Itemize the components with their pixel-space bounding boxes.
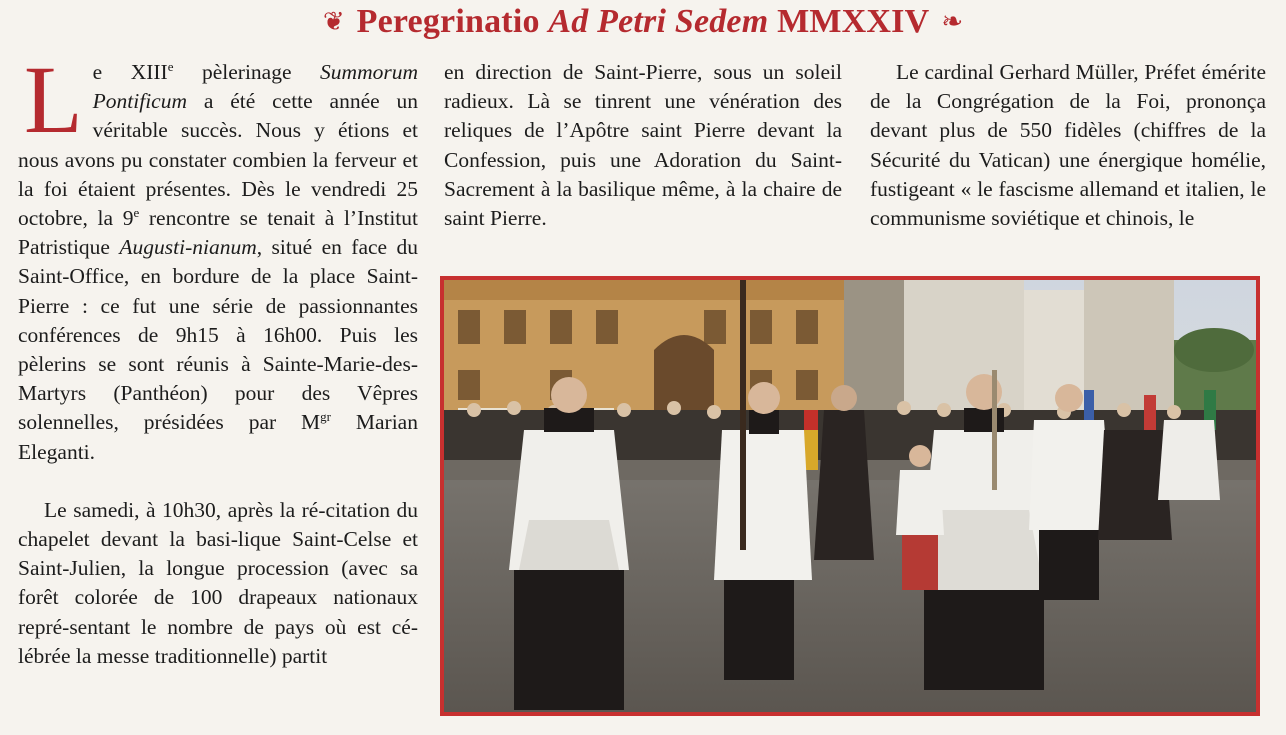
procession-illustration bbox=[444, 280, 1256, 712]
page-header bbox=[0, 2, 1286, 42]
article-column-2 bbox=[444, 58, 842, 233]
superscript: e bbox=[167, 58, 174, 74]
text-run: Marian Eleganti. bbox=[18, 410, 418, 464]
superscript: e bbox=[133, 204, 140, 220]
text-run: pèlerinage bbox=[173, 60, 321, 84]
title-part-3: MMXXIV bbox=[768, 3, 930, 40]
ornament-left-icon: ❦ bbox=[322, 7, 345, 36]
procession-photo bbox=[440, 276, 1260, 716]
title-part-2: Ad Petri Sedem bbox=[548, 3, 769, 40]
article-column-1 bbox=[18, 46, 418, 671]
article-column-3 bbox=[870, 58, 1266, 233]
text-run: e XIII bbox=[92, 60, 168, 84]
italic-run: Augusti-nianum bbox=[119, 235, 257, 260]
paragraph-3: en direction de Saint-Pierre, sous un soleil radieux. Là se tinrent une vénération des reliques de l’Apôtre saint Pierre devant la Confession, puis une Adoration du Saint-Sacrement à la basilique même, à la chaire de saint Pierre. bbox=[444, 60, 842, 231]
paragraph-2: Le samedi, à 10h30, après la ré-citation du chapelet devant la basi-lique Saint-Celse et Saint-Julien, la longue procession (avec sa forêt colorée de 100 drapeaux nationaux repré-sentant le nombre de pays où est cé-lébrée la messe traditionnelle) partit bbox=[18, 497, 418, 668]
drop-cap: L bbox=[24, 46, 83, 153]
paragraph-4: Le cardinal Gerhard Müller, Préfet émérite de la Congrégation de la Foi, prononça devant plus de 550 fidèles (chiffres de la Sécurité du Vatican) une énergique homélie, fustigeant « le fascisme allemand et italien, le communisme soviétique et chinois, le bbox=[870, 60, 1266, 231]
page-title bbox=[357, 3, 930, 41]
superscript: gr bbox=[320, 409, 331, 425]
text-run: rencontre se tenait à l’Institut Patristique bbox=[18, 206, 418, 260]
text-run: a été cette année un véritable succès. Nous y étions et nous avons pu constater combien la ferveur et la foi étaient présentes. Dès le vendredi 25 octobre, la 9 bbox=[18, 89, 418, 231]
paragraph-gap bbox=[18, 467, 418, 496]
paragraph-1 bbox=[18, 46, 418, 467]
text-run: , situé en face du Saint-Office, en bordure de la place Saint-Pierre : ce fut une série de passionnantes conférences de 9h15 à 16h00. Puis les pèlerins se sont réunis à Sainte-Marie-des-Martyrs (Panthéon) pour des Vêpres solennelles, présidées par M bbox=[18, 235, 418, 435]
ornament-right-icon: ❧ bbox=[941, 7, 964, 36]
title-part-1: Peregrinatio bbox=[356, 3, 549, 40]
italic-run: Summorum Pontificum bbox=[92, 60, 418, 114]
